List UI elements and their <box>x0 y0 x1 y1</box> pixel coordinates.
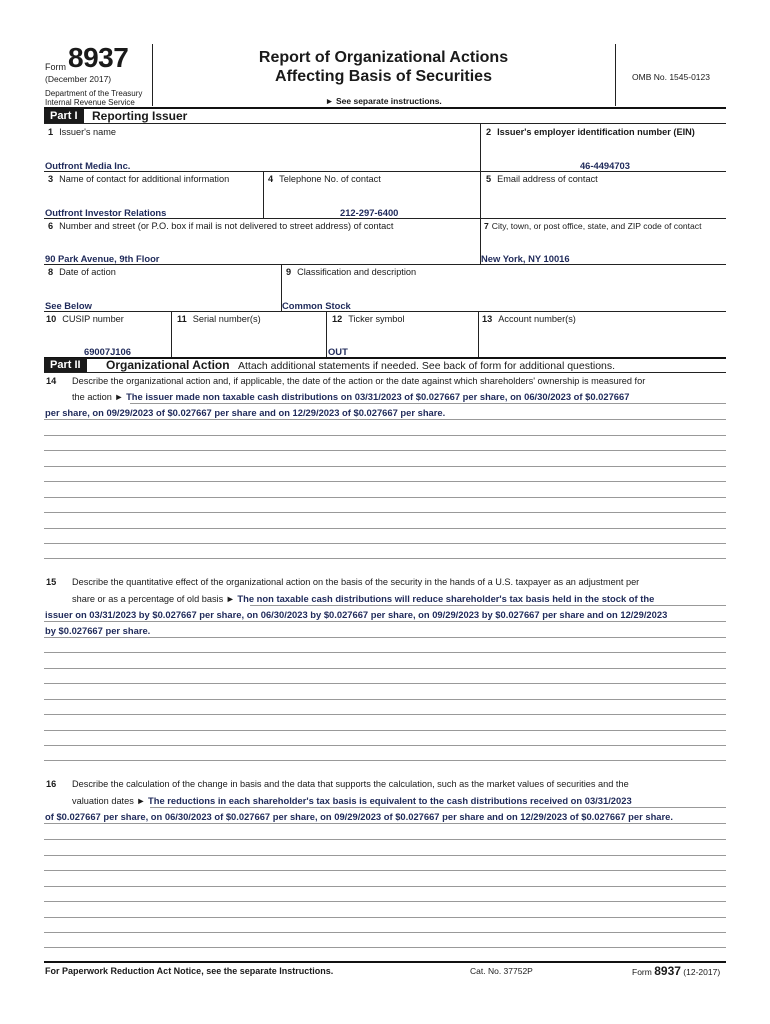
q14-text: Describe the organizational action and, if applicable, the date of the action or the date against which shareholders' ownership is measured for <box>72 376 646 386</box>
q15-text: Describe the quantitative effect of the organizational action on the basis of the security in the hands of a U.S. taxpayer as an adjustment per <box>72 577 640 587</box>
q15-answer-line2[interactable]: issuer on 03/31/2023 by $0.027667 per share, on 06/30/2023 by $0.027667 per share, on 09/29/2023 by $0.027667 per share and on 12/29/2023 <box>45 609 668 620</box>
date-of-action-field[interactable]: See Below <box>45 300 92 311</box>
issuer-name-field[interactable]: Outfront Media Inc. <box>45 160 131 171</box>
cusip-field[interactable]: 69007J106 <box>84 346 131 357</box>
q14-answer-line2[interactable]: per share, on 09/29/2023 of $0.027667 per share and on 12/29/2023 of $0.027667 per share. <box>45 407 446 418</box>
f10-label: 10 CUSIP number <box>46 314 124 324</box>
f5-label: 5 Email address of contact <box>486 174 598 184</box>
form-number: 8937 <box>68 42 129 73</box>
contact-name-field[interactable]: Outfront Investor Relations <box>45 207 167 218</box>
q16-text-cont: valuation dates ► The reductions in each shareholder's tax basis is equivalent to the cash distributions received on 03/31/2023 <box>72 795 632 806</box>
q16-number: 16 <box>46 779 57 789</box>
f1-label: 1 Issuer's name <box>48 127 117 137</box>
f12-label: 12 Ticker symbol <box>332 314 405 324</box>
form-title: Report of Organizational Actions Affecting Basis of Securities <box>258 49 509 85</box>
catalog-number: Cat. No. 37752P <box>470 966 533 976</box>
f13-label: 13 Account number(s) <box>482 314 576 324</box>
q16-answer-line1[interactable]: The reductions in each shareholder's tax basis is equivalent to the cash distributions received on 03/31/2023 <box>148 795 632 806</box>
form-word: Form <box>45 62 66 72</box>
f2-label: 2 Issuer's employer identification number (EIN) <box>486 127 695 137</box>
part2-title: Organizational Action <box>106 358 230 372</box>
q16-text: Describe the calculation of the change in basis and the data that supports the calculation, such as the market values of securities and the <box>72 779 629 789</box>
footer-form-id: Form 8937 (12-2017) <box>632 964 721 978</box>
part2-subtitle: Attach additional statements if needed. See back of form for additional questions. <box>238 360 616 372</box>
f3-label: 3 Name of contact for additional information <box>48 174 230 184</box>
paperwork-notice: For Paperwork Reduction Act Notice, see the separate Instructions. <box>45 966 334 976</box>
q15-answer-line1[interactable]: The non taxable cash distributions will reduce shareholder's tax basis held in the stock of the <box>237 593 655 604</box>
q15-answer-line3[interactable]: by $0.027667 per share. <box>45 625 151 636</box>
f4-label: 4 Telephone No. of contact <box>268 174 381 184</box>
f6-label: 6 Number and street (or P.O. box if mail is not delivered to street address) of contact <box>48 221 394 231</box>
omb-number: OMB No. 1545-0123 <box>632 72 710 82</box>
q15-text-cont: share or as a percentage of old basis ► The non taxable cash distributions will reduce shareholder's tax basis held in the stock of the <box>72 593 655 604</box>
street-field[interactable]: 90 Park Avenue, 9th Floor <box>45 253 160 264</box>
q15-number: 15 <box>46 577 57 587</box>
f7-label: 7 City, town, or post office, state, and ZIP code of contact <box>484 221 702 231</box>
telephone-field[interactable]: 212-297-6400 <box>340 207 399 218</box>
q14-answer-line1[interactable]: The issuer made non taxable cash distributions on 03/31/2023 of $0.027667 per share, on 06/30/2023 of $0.027667 <box>126 391 630 402</box>
q14-number: 14 <box>46 376 57 386</box>
classification-field[interactable]: Common Stock <box>282 300 351 311</box>
f8-label: 8 Date of action <box>48 267 116 277</box>
ticker-field[interactable]: OUT <box>328 346 348 357</box>
department: Department of the Treasury Internal Revenue Service <box>45 89 143 107</box>
f11-label: 11 Serial number(s) <box>177 314 261 324</box>
part1-tag: Part I <box>44 109 84 123</box>
q14-text-cont: the action ► The issuer made non taxable cash distributions on 03/31/2023 of $0.027667 per share, on 06/30/2023 of $0.027667 <box>72 391 630 402</box>
form-revision: (December 2017) <box>45 74 112 84</box>
q16-answer-line2[interactable]: of $0.027667 per share, on 06/30/2023 of $0.027667 per share, on 09/29/2023 of $0.027667 per share and on 12/29/2023 of $0.027667 per share. <box>45 811 673 822</box>
see-instructions: ► See separate instructions. <box>325 96 442 106</box>
city-field[interactable]: New York, NY 10016 <box>481 253 570 264</box>
ein-field[interactable]: 46-4494703 <box>579 160 630 171</box>
f9-label: 9 Classification and description <box>286 267 417 277</box>
part2-tag: Part II <box>44 358 87 372</box>
part1-title: Reporting Issuer <box>92 109 188 123</box>
